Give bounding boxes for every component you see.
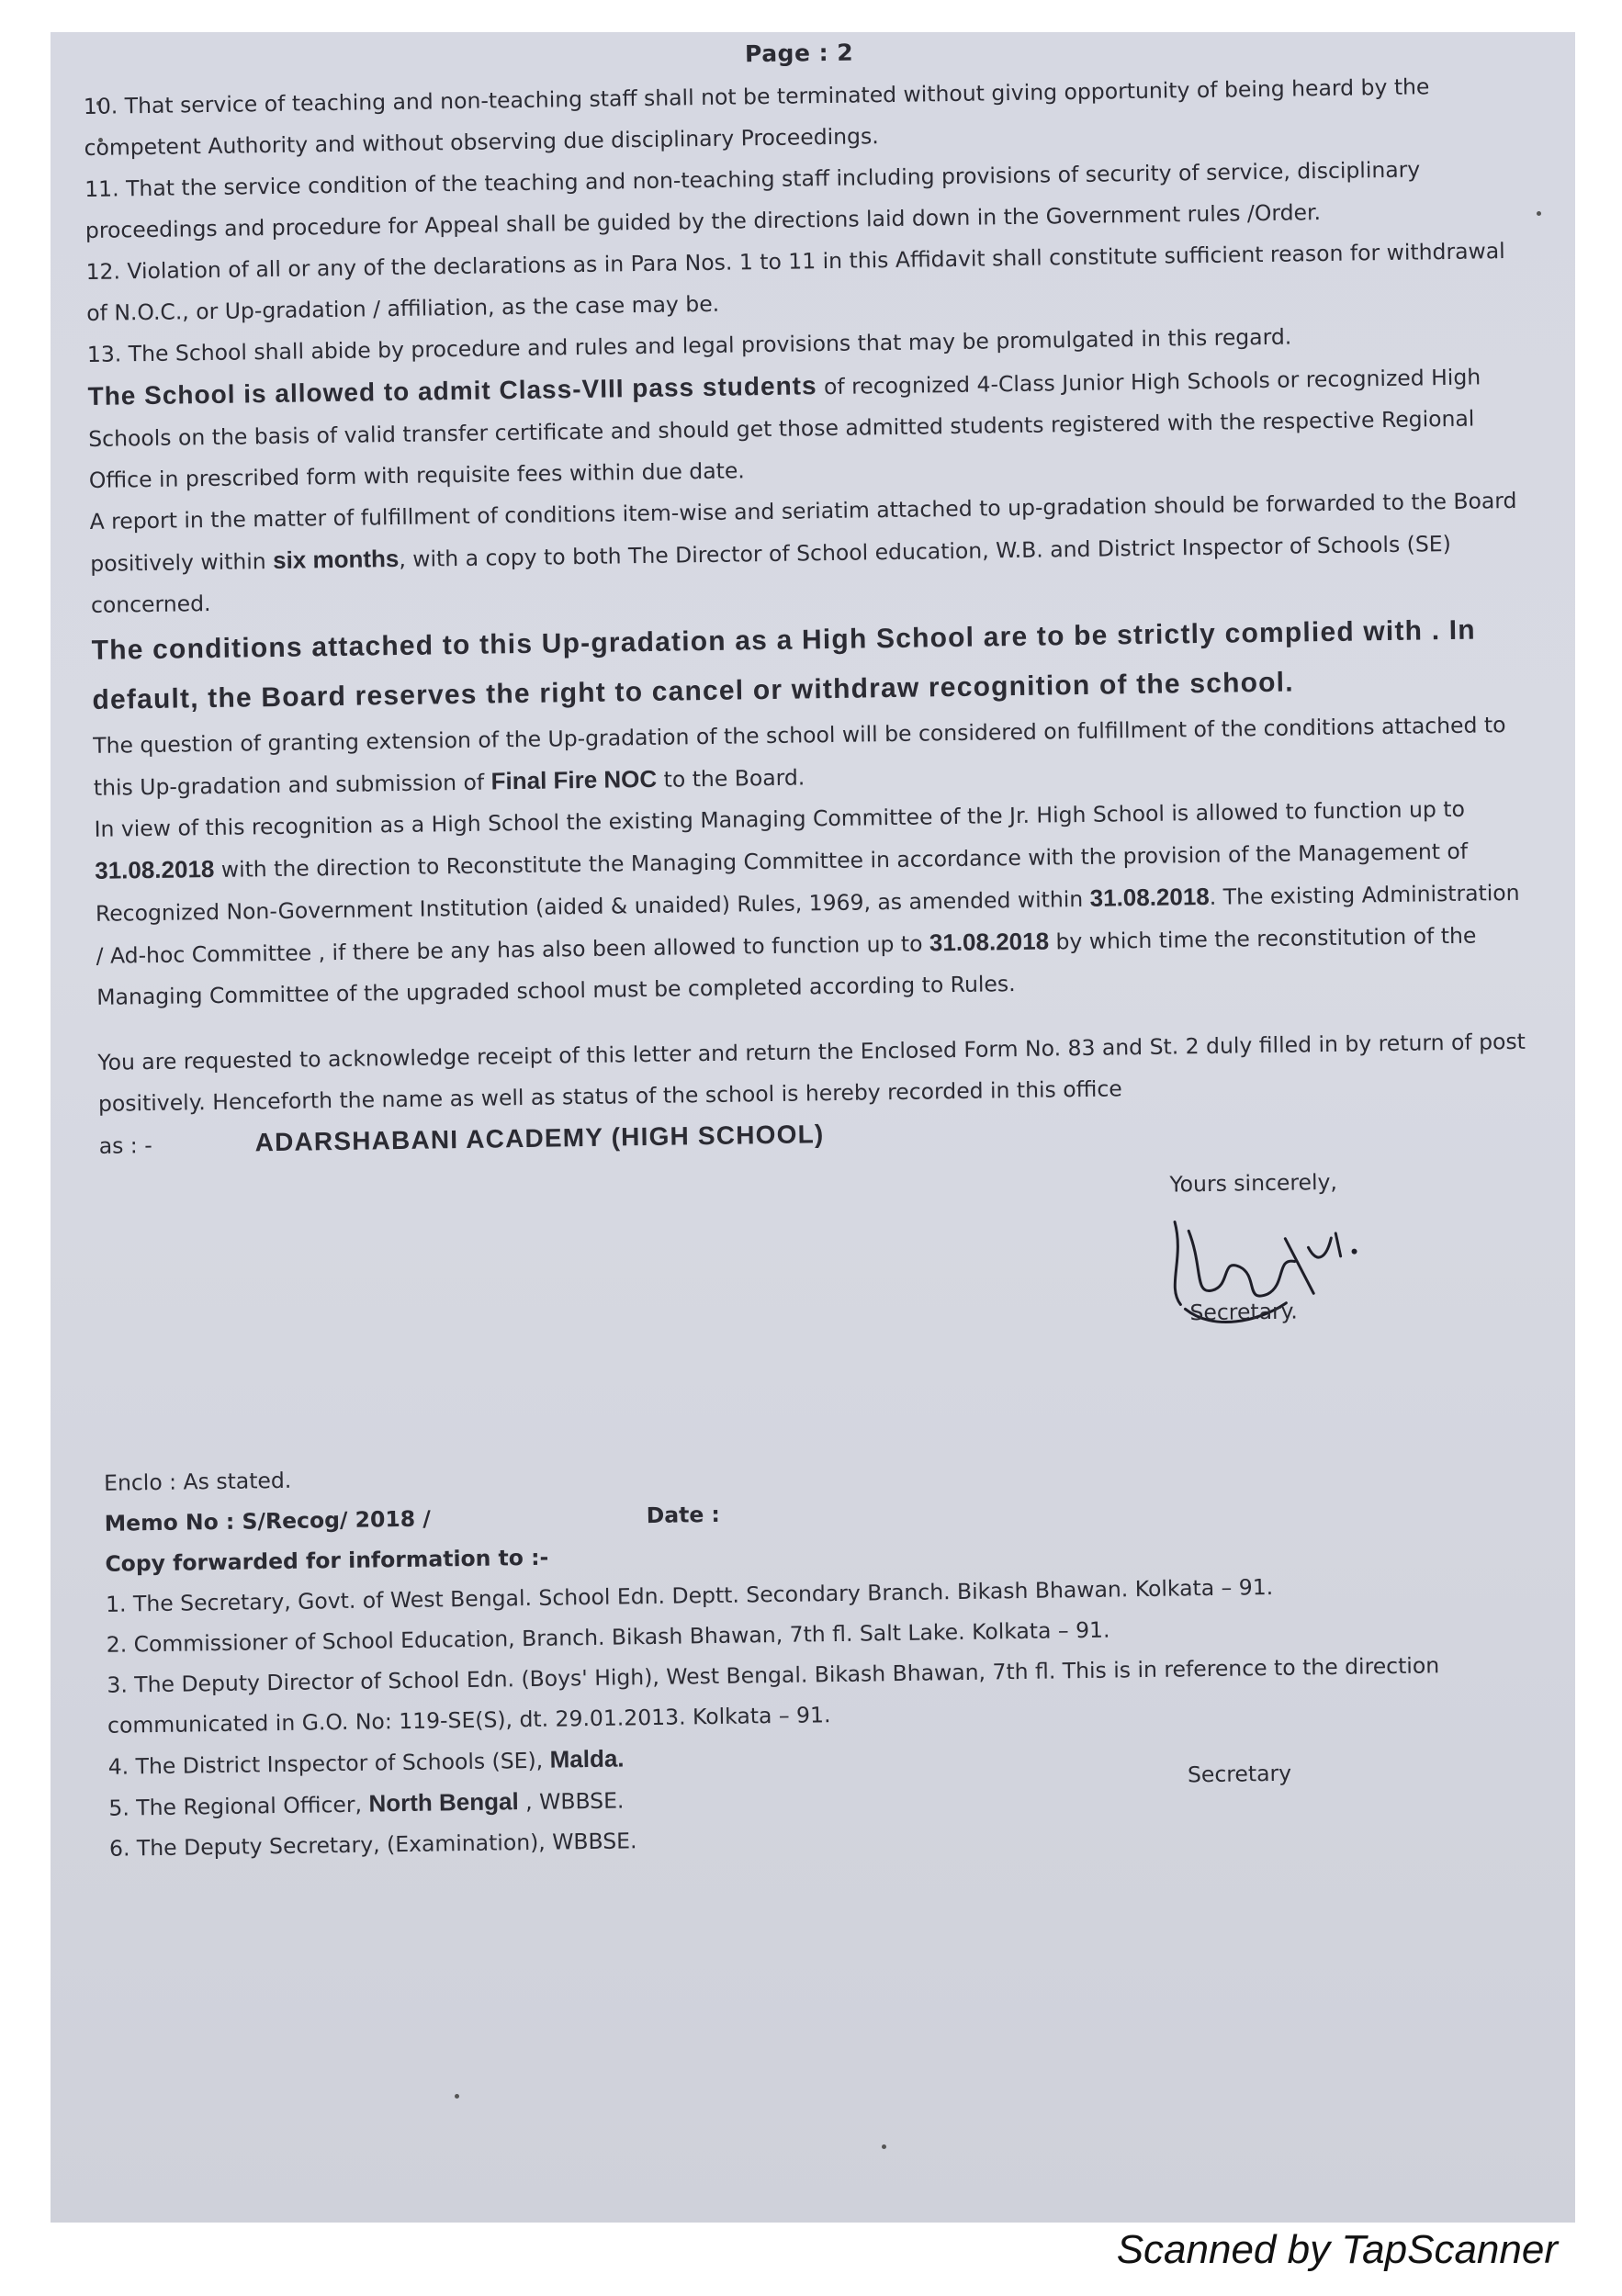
- scan-speck: [1537, 211, 1541, 216]
- secretary-final: Secretary: [1187, 1760, 1292, 1788]
- committee-paragraph: [94, 788, 1529, 1019]
- admission-text: of recognized 4-Class Junior High Schools or recognized High Schools on the basis of valid transfer certificate and should get those admitted students registered with the respective Regional Office in prescribed form with requisite fees within due date.: [88, 364, 1481, 493]
- acknowledge-paragraph: You are requested to acknowledge receipt of this letter and return the Enclosed Form No. 83 and St. 2 duly filled in by return of post positively. Henceforth the name as well as status of the school is hereby recorded in this office: [97, 1028, 1526, 1117]
- six-months-emphasis: six months: [272, 544, 400, 574]
- committee-text-1: In view of this recognition as a High School the existing Managing Committee of the Jr. High School is allowed to function up to: [94, 795, 1466, 842]
- para-13: 13. The School shall abide by procedure and rules and legal provisions that may be promulgated in this regard.: [86, 323, 1292, 367]
- admission-paragraph: [87, 355, 1522, 501]
- conditions-paragraph: The conditions attached to this Up-gradation as a High School are to be strictly complied with . In default, the Board reserves the right to cancel or withdraw recognition of the school.: [91, 614, 1477, 715]
- region-emphasis: North Bengal: [368, 1787, 519, 1818]
- page-title: Page : 2: [744, 39, 854, 68]
- committee-text-2: with the direction to Reconstitute the Managing Committee in accordance with the provision of the Management of Recognized Non-Government Institution (aided & unaided) Rules, 1969, as amended within: [95, 838, 1469, 927]
- copy-item-text: 3. The Deputy Director of School Edn. (Boys' High), West Bengal. Bikash Bhawan, 7th fl. This is in reference to the direction communicated in G.O. No: 119-SE(S), dt. 29.01.2013. Kolkata – 91.: [107, 1652, 1440, 1739]
- extension-text-before: The question of granting extension of the Up-gradation of the school will be considered on fulfillment of the conditions attached to this Up-gradation and submission of: [93, 712, 1506, 801]
- letter-body: [83, 29, 1542, 1869]
- as-label: as : -: [98, 1132, 152, 1159]
- report-text-after: , with a copy to both The Director of School education, W.B. and District Inspector of Schools (SE) concerned.: [90, 530, 1451, 618]
- copy-item-text: 5. The Regional Officer,: [108, 1791, 369, 1821]
- deadline-date: 31.08.2018: [1089, 882, 1210, 912]
- copy-item-text: 6. The Deputy Secretary, (Examination), WBBSE.: [108, 1828, 637, 1862]
- scanner-watermark: Scanned by TapScanner: [1116, 2227, 1558, 2272]
- report-paragraph: [89, 480, 1524, 626]
- yours-sincerely: Yours sincerely,: [1169, 1168, 1338, 1198]
- secretary-under-signature: Secretary.: [1189, 1298, 1298, 1326]
- scan-speck: [455, 2094, 459, 2099]
- school-name: ADARSHABANI ACADEMY (HIGH SCHOOL): [254, 1120, 825, 1157]
- memo-block: [104, 1442, 1542, 1869]
- para-10: 10. That service of teaching and non-teaching staff shall not be terminated without giving opportunity of being heard by the competent Authority and without observing due disciplinary Proceedings.: [83, 73, 1430, 161]
- deadline-date: 31.08.2018: [95, 854, 215, 884]
- extension-text-after: to the Board.: [656, 764, 805, 793]
- copy-item-text: , WBBSE.: [518, 1787, 625, 1816]
- copy-item-text: 1. The Secretary, Govt. of West Bengal. School Edn. Deptt. Secondary Branch. Bikash Bhawan. Kolkata – 91.: [105, 1573, 1274, 1617]
- report-text-before: A report in the matter of fulfillment of conditions item-wise and seriatim attached to up-gradation should be forwarded to the Board positively within: [89, 487, 1517, 577]
- para-11: 11. That the service condition of the teaching and non-teaching staff including provisions of security of service, disciplinary proceedings and procedure for Appeal shall be guided by the directions laid down in the Government rules /Order.: [84, 156, 1421, 243]
- enclosure-line: Enclo : As stated.: [103, 1467, 292, 1496]
- scan-speck: [882, 2144, 886, 2149]
- committee-text-4: by which time the reconstitution of the Managing Committee of the upgraded school must be completed according to Rules.: [96, 922, 1477, 1010]
- memo-number: Memo No : S/Recog/ 2018 /: [104, 1505, 432, 1536]
- copy-item-text: 2. Commissioner of School Education, Branch. Bikash Bhawan, 7th fl. Salt Lake. Kolkata – 91.: [106, 1616, 1110, 1658]
- closing-block: [99, 1139, 1537, 1463]
- date-label: Date :: [646, 1501, 721, 1529]
- fire-noc-emphasis: Final Fire NOC: [490, 764, 658, 795]
- committee-text-3: . The existing Administration / Ad-hoc Committee , if there be any has also been allowed to function up to: [96, 879, 1520, 969]
- copy-forwarded-heading: Copy forwarded for information to :-: [105, 1544, 549, 1577]
- admission-lead: The School is allowed to admit Class-VIII pass students: [87, 371, 817, 411]
- para-12: 12. Violation of all or any of the declarations as in Para Nos. 1 to 11 in this Affidavit shall constitute sufficient reason for withdrawal of N.O.C., or Up-gradation / affiliation, as the case may be.: [85, 238, 1505, 326]
- copy-item-text: 4. The District Inspector of Schools (SE),: [107, 1747, 550, 1780]
- district-emphasis: Malda.: [549, 1744, 625, 1773]
- deadline-date: 31.08.2018: [929, 927, 1050, 957]
